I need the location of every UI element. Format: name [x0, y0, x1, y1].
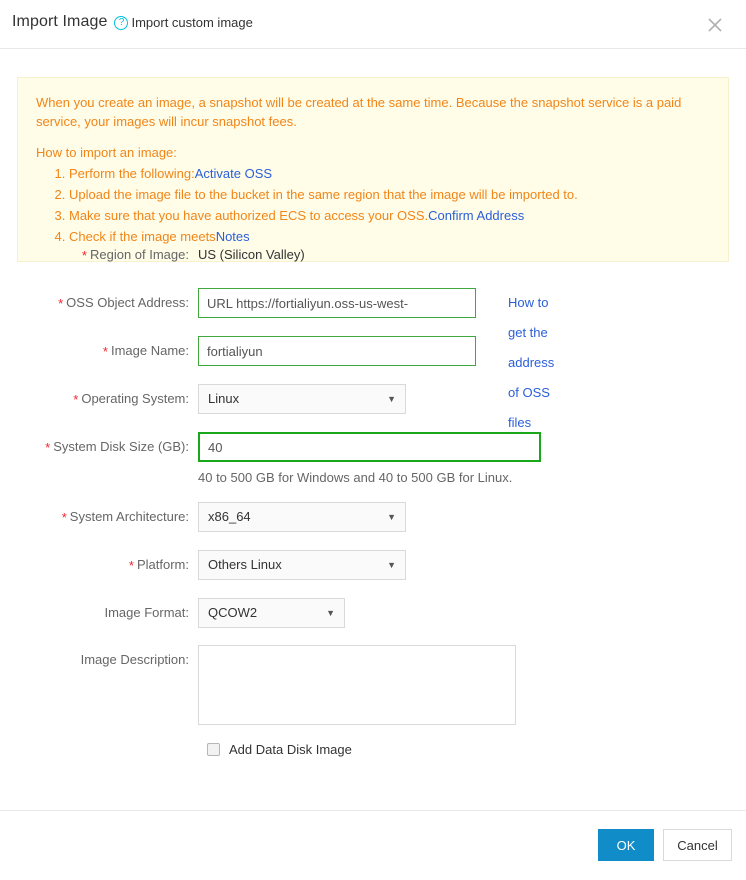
platform-label-text: Platform: [136, 557, 189, 572]
platform-select[interactable] [198, 550, 406, 580]
chevron-down-icon: ▼ [387, 394, 396, 404]
oss-address-help-link[interactable]: How to get the address of OSS files [508, 295, 555, 430]
add-data-disk-label: Add Data Disk Image [229, 742, 352, 757]
oss-address-input[interactable] [198, 288, 476, 318]
notice-step-4-text: Check if the image meets [69, 229, 216, 244]
dialog-title-group [12, 13, 253, 31]
notice-step-1 [69, 163, 710, 184]
chevron-down-icon: ▼ [387, 512, 396, 522]
system-architecture-control [198, 502, 406, 532]
page-title: Import Image [12, 13, 108, 30]
region-control [198, 240, 305, 270]
form-row-image-name [0, 336, 746, 384]
notice-step-3-text: Make sure that you have authorized ECS to access your OSS. [69, 208, 429, 223]
form-row-image-format [0, 598, 746, 645]
image-name-label-text: Image Name: [110, 343, 189, 358]
notice-banner [17, 77, 729, 262]
platform-control [198, 550, 406, 580]
form-row-image-description [0, 645, 746, 742]
region-label-text: Region of Image: [89, 247, 189, 262]
required-asterisk: * [73, 392, 79, 407]
system-disk-size-control [198, 432, 541, 487]
image-format-value: QCOW2 [208, 605, 258, 620]
system-disk-size-label-text: System Disk Size (GB): [53, 439, 189, 454]
cancel-button[interactable]: Cancel [663, 829, 732, 861]
notice-step-2-text: Upload the image file to the bucket in the same region that the image will be imported to. [69, 187, 578, 202]
form-row-system-disk-size [0, 432, 746, 502]
activate-oss-link[interactable]: Activate OSS [194, 166, 273, 181]
image-format-label-text: Image Format: [104, 605, 189, 620]
system-architecture-select[interactable] [198, 502, 406, 532]
ok-button[interactable]: OK [598, 829, 654, 861]
operating-system-select[interactable] [198, 384, 406, 414]
operating-system-control [198, 384, 406, 414]
confirm-address-link[interactable]: Confirm Address [428, 208, 525, 223]
image-format-label [0, 598, 198, 628]
form-row-add-data-disk [0, 742, 746, 772]
form-row-system-architecture [0, 502, 746, 550]
required-asterisk: * [81, 248, 87, 263]
notice-howto-title: How to import an image: [36, 145, 177, 160]
operating-system-label-text: Operating System: [81, 391, 189, 406]
oss-address-label-text: OSS Object Address: [66, 295, 189, 310]
required-asterisk: * [61, 510, 67, 525]
platform-label [0, 550, 198, 580]
notice-step-1-text: Perform the following: [69, 166, 195, 181]
chevron-down-icon: ▼ [387, 560, 396, 570]
image-format-select[interactable] [198, 598, 345, 628]
notice-step-2 [69, 184, 710, 205]
required-asterisk: * [45, 440, 51, 455]
operating-system-value: Linux [208, 391, 240, 406]
form-row-platform [0, 550, 746, 598]
add-data-disk-checkbox[interactable] [207, 743, 220, 756]
image-description-label [0, 645, 198, 675]
system-architecture-value: x86_64 [208, 509, 251, 524]
system-disk-size-input[interactable] [198, 432, 541, 462]
operating-system-label [0, 384, 198, 414]
chevron-down-icon: ▼ [326, 608, 335, 618]
dialog-subtitle: Import custom image [131, 14, 253, 30]
system-architecture-label [0, 502, 198, 532]
oss-address-label [0, 288, 198, 318]
required-asterisk: * [58, 296, 64, 311]
notes-link[interactable]: Notes [215, 229, 250, 244]
image-description-label-text: Image Description: [80, 652, 189, 667]
image-description-textarea[interactable] [198, 645, 516, 725]
notice-steps-list [36, 163, 710, 247]
import-image-form [0, 240, 746, 772]
close-icon[interactable] [700, 10, 730, 40]
region-label [0, 240, 198, 270]
add-data-disk-control [198, 742, 352, 757]
system-architecture-label-text: System Architecture: [69, 509, 189, 524]
image-name-label [0, 336, 198, 366]
notice-step-3 [69, 205, 710, 226]
dialog-header [0, 0, 746, 49]
required-asterisk: * [128, 558, 134, 573]
image-name-control [198, 336, 476, 366]
image-format-control [198, 598, 345, 628]
notice-paragraph: When you create an image, a snapshot will be created at the same time. Because the snapshot service is a paid service, your images will incur snapshot fees. [36, 95, 682, 129]
form-row-region [0, 240, 746, 270]
platform-value: Others Linux [208, 557, 282, 572]
region-value: US (Silicon Valley) [198, 247, 305, 262]
image-name-input[interactable] [198, 336, 476, 366]
system-disk-size-hint: 40 to 500 GB for Windows and 40 to 500 GB for Linux. [198, 470, 513, 485]
image-description-control [198, 645, 516, 730]
required-asterisk: * [102, 344, 108, 359]
form-row-operating-system [0, 384, 746, 432]
system-disk-size-label [0, 432, 198, 462]
question-circle-icon[interactable]: ? [114, 16, 128, 30]
dialog-footer [0, 810, 746, 880]
